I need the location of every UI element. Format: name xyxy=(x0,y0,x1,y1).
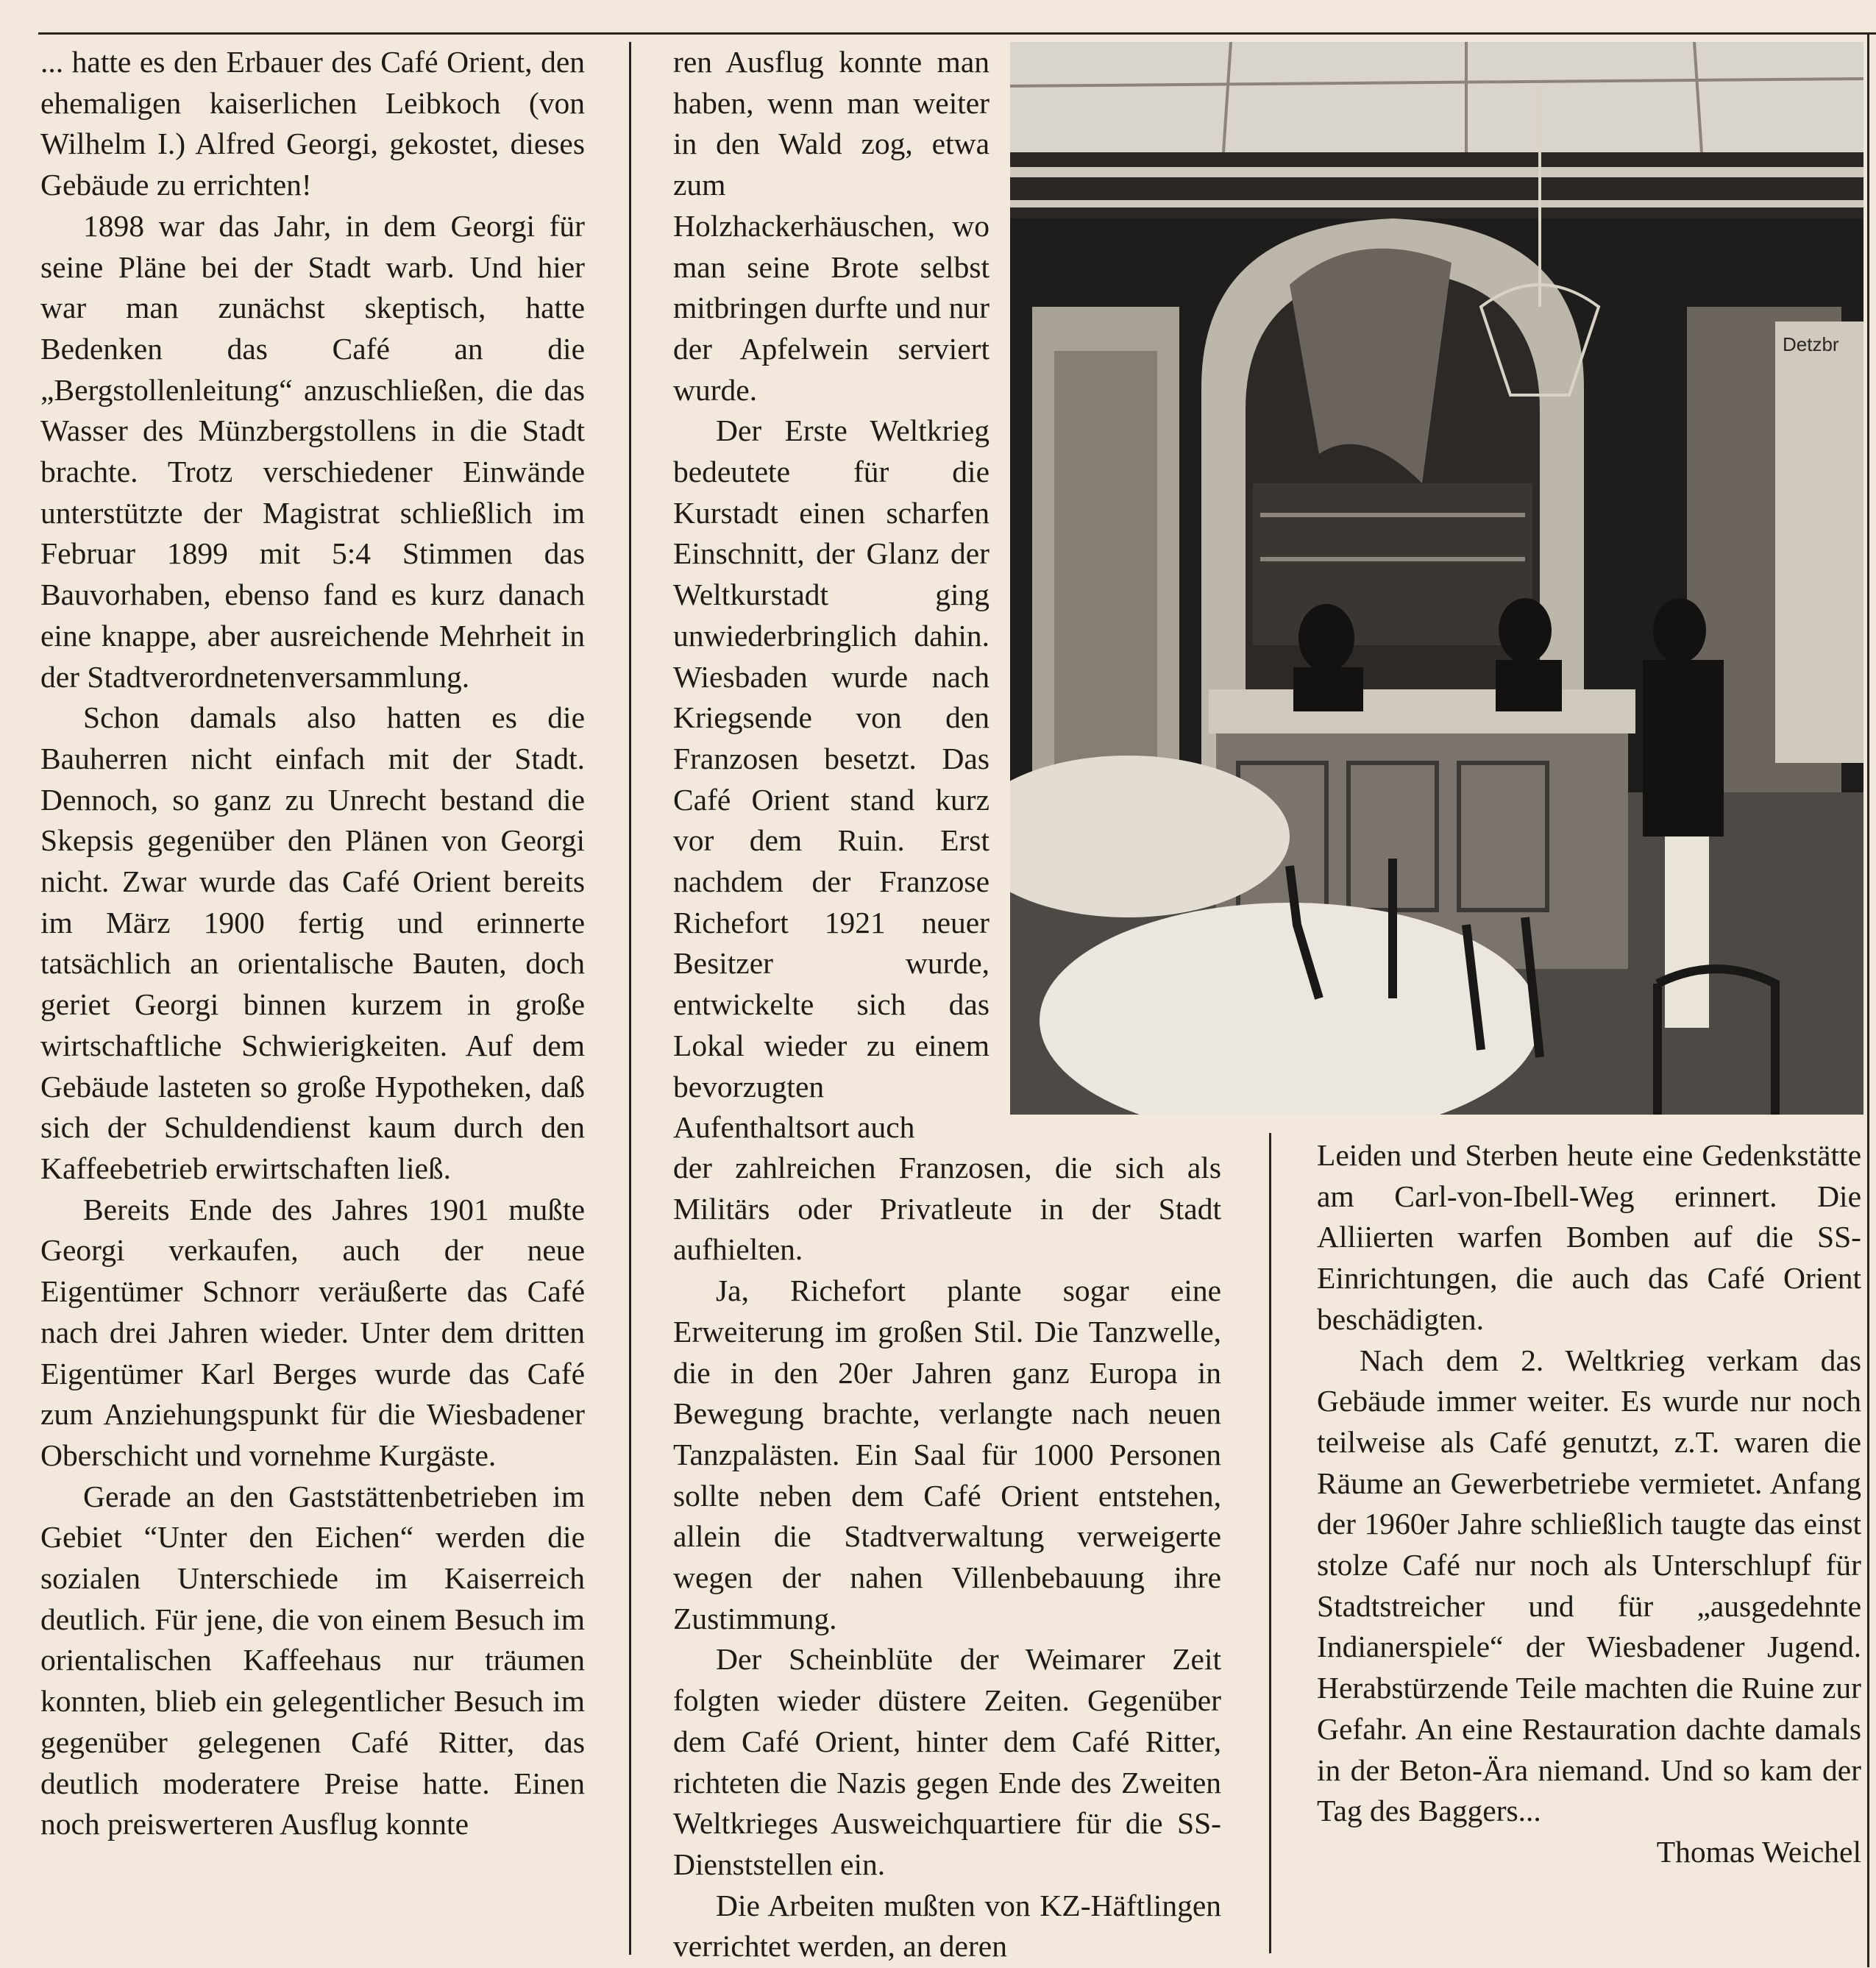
paragraph: Der Scheinblüte der Weimarer Zeit folgten wieder düstere Zeiten. Gegenüber dem Café Orient, hinter dem Café Ritter, richteten die Nazis gegen Ende des Zweiten Weltkrieges Ausweichquartiere für die SS-Dienststellen ein. xyxy=(673,1642,1221,1881)
paragraph: Leiden und Sterben heute eine Gedenkstätte am Carl-von-Ibell-Weg erinnert. Die Alliierten warfen Bomben auf die SS-Einrichtungen, die auch das Café Orient beschädigten. xyxy=(1317,1138,1861,1336)
paragraph: ... hatte es den Erbauer des Café Orient, den ehemaligen kaiserlichen Leibkoch (von Wilhelm I.) Alfred Georgi, gekostet, dieses Gebäude zu errichten! xyxy=(40,45,585,202)
paragraph: 1898 war das Jahr, in dem Georgi für seine Pläne bei der Stadt warb. Und hier war man zunächst skeptisch, hatte Bedenken das Café an die „Bergstollenleitung“ anzuschließen, die das Wasser des Münzbergstollens in die Stadt brachte. Trotz verschiedener Einwände unterstützte der Magistrat schließlich im Februar 1899 mit 5:4 Stimmen das Bauvorhaben, ebenso fand es kurz danach eine knappe, aber ausreichende Mehrheit in der Stadtverordnetenversammlung. xyxy=(40,208,585,694)
middle-column-bottom xyxy=(673,1148,1221,1967)
paragraph: Bereits Ende des Jahres 1901 mußte Georgi verkaufen, auch der neue Eigentümer Schnorr veräußerte das Café nach drei Jahren wieder. Unter dem dritten Eigentümer Karl Berges wurde das Café zum Anziehungspunkt für die Wiesbadener Oberschicht und vornehme Kurgäste. xyxy=(40,1192,585,1472)
left-column xyxy=(40,42,585,1955)
column-rule-left xyxy=(629,42,631,1955)
column-rule-right xyxy=(1269,1133,1271,1953)
paragraph: Nach dem 2. Weltkrieg verkam das Gebäude immer weiter. Es wurde nur noch teilweise als Café genutzt, z.T. waren die Räume an Gewerbetriebe vermietet. Anfang der 1960er Jahre schließlich taugte das einst stolze Café nur noch als Unterschlupf für Stadtstreicher und für „ausgedehnte Indianerspiele“ der Wiesbadener Jugend. Herabstürzende Teile machten die Ruine zur Gefahr. An eine Restauration dachte damals in der Beton-Ära niemand. Und so kam der Tag des Baggers... xyxy=(1317,1343,1861,1828)
top-border-rule xyxy=(38,32,1876,35)
paragraph: der zahlreichen Franzosen, die sich als Militärs oder Privatleute in der Stadt aufhielten. xyxy=(673,1151,1221,1267)
author-signature: Thomas Weichel xyxy=(1656,1834,1861,1869)
cafe-interior-photo xyxy=(1010,42,1863,1115)
paragraph: Schon damals also hatten es die Bauherren nicht einfach mit der Stadt. Dennoch, so ganz zu Unrecht bestand die Skepsis gegenüber den Plänen von Georgi nicht. Zwar wurde das Café Orient bereits im März 1900 fertig und erinnerte tatsächlich an orientalische Bauten, doch geriet Georgi binnen kurzem in große wirtschaftliche Schwierigkeiten. Auf dem Gebäude lasteten so große Hypotheken, daß sich der Schuldendienst kaum durch den Kaffeebetrieb erwirtschaften ließ. xyxy=(40,700,585,1185)
paragraph: ren Ausflug konnte man haben, wenn man weiter in den Wald zog, etwa zum Holzhackerhäuschen, wo man seine Brote selbst mitbringen durfte und nur der Apfelwein serviert wurde. xyxy=(673,45,989,407)
paragraph: Ja, Richefort plante sogar eine Erweiterung im großen Stil. Die Tanzwelle, die in den 20er Jahren ganz Europa in Bewegung brachte, verlangte nach neuen Tanzpalästen. Ein Saal für 1000 Personen sollte neben dem Café Orient entstehen, allein die Stadtverwaltung verweigerte wegen der nahen Villenbebauung ihre Zustimmung. xyxy=(673,1273,1221,1635)
middle-column-top xyxy=(673,42,989,1148)
right-border-rule xyxy=(1867,32,1869,1967)
paragraph: Gerade an den Gaststättenbetrieben im Gebiet “Unter den Eichen“ werden die sozialen Unterschiede im Kaiserreich deutlich. Für jene, die von einem Besuch im orientalischen Kaffeehaus nur träumen konnten, blieb ein gelegentlicher Besuch im gegenüber gelegenen Café Ritter, das deutlich moderatere Preise hatte. Einen noch preiswerteren Ausflug konnte xyxy=(40,1479,585,1841)
right-column xyxy=(1317,1135,1861,1873)
paragraph: Der Erste Weltkrieg bedeutete für die Kurstadt einen scharfen Einschnitt, der Glanz der Weltkurstadt ging unwiederbringlich dahin. Wiesbaden wurde nach Kriegsende von den Franzosen besetzt. Das Café Orient stand kurz vor dem Ruin. Erst nachdem der Franzose Richefort 1921 neuer Besitzer wurde, entwickelte sich das Lokal wieder zu einem bevorzugten Aufenthaltsort auch xyxy=(673,413,989,1145)
photo-sign-text: Detzbr xyxy=(1783,333,1839,355)
paragraph: Die Arbeiten mußten von KZ-Häftlingen verrichtet werden, an deren xyxy=(673,1888,1221,1964)
photo-drawing xyxy=(1010,42,1863,1115)
